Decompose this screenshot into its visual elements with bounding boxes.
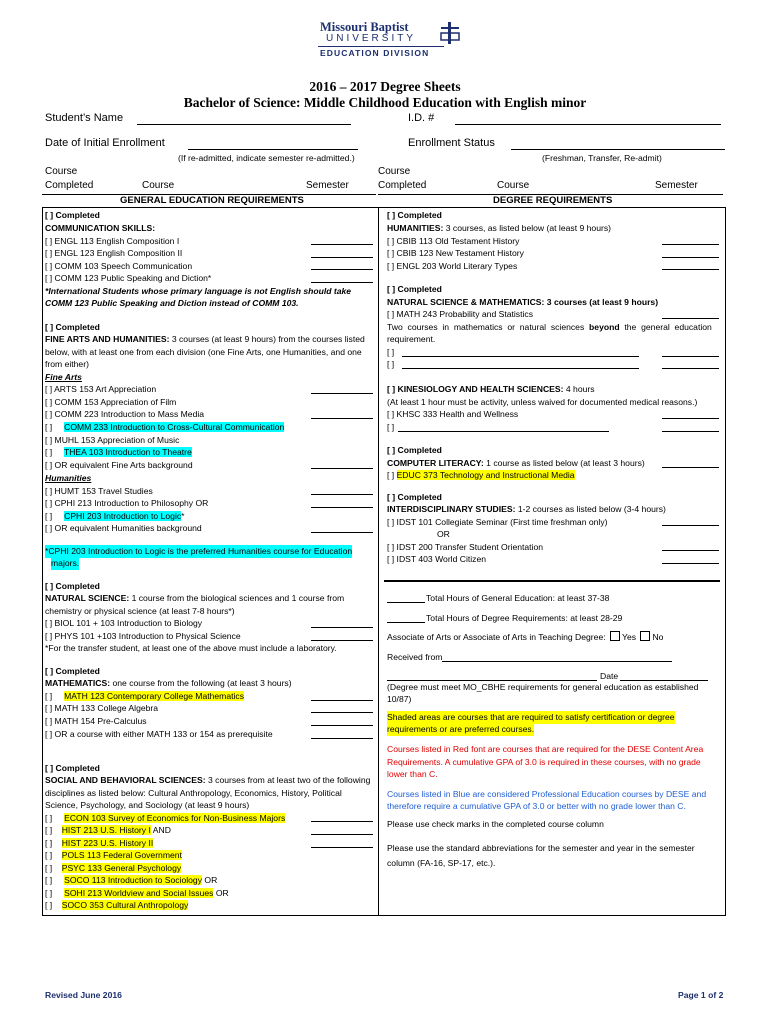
logo-line3: EDUCATION DIVISION	[320, 48, 430, 58]
student-name-label: Student’s Name	[45, 112, 124, 124]
hum-item[interactable]: [ ] HUMT 153 Travel Studies	[45, 486, 153, 496]
ss-item-label: SOHI 213 Worldview and Social Issues	[64, 888, 214, 898]
shaded-note: requirements or are preferred courses.	[387, 724, 535, 734]
ss-item-label: SOCO 113 Introduction to Sociology	[64, 875, 203, 885]
math-item[interactable]: [ ] OR a course with either MATH 133 or 154 as prerequisite	[45, 729, 273, 739]
left-semester-label: Semester	[306, 180, 349, 191]
nsm-item[interactable]: [ ] MATH 243 Probability and Statistics	[387, 309, 533, 319]
ss-item[interactable]: [ ] PSYC 133 General Psychology	[45, 863, 182, 873]
hum-item-label: CPHI 203 Introduction to Logic	[64, 511, 182, 521]
ss-item-label: PSYC 133 General Psychology	[61, 863, 182, 873]
nsm-completed[interactable]: [ ] Completed	[387, 284, 442, 294]
kin-item[interactable]: [ ]	[387, 422, 395, 432]
right-completed-label: Completed	[378, 180, 427, 191]
yes-label: Yes	[622, 632, 637, 642]
ids-desc: 1-2 courses as listed below (3-4 hours)	[515, 504, 666, 514]
abbrev-note: Please use the standard abbreviations for the semester and year in the semester	[387, 843, 695, 853]
semester-field[interactable]	[311, 507, 373, 508]
semester-field[interactable]	[662, 563, 719, 564]
ids-item[interactable]: [ ] IDST 101 Collegiate Seminar (First time freshman only)	[387, 517, 608, 527]
semester-field[interactable]	[662, 525, 719, 526]
logic-note: *CPHI 203 Introduction to Logic is the preferred Humanities course for Education	[45, 546, 353, 556]
shaded-note: Shaded areas are courses that are required to satisfy certification or degree	[387, 712, 675, 722]
fa-item-label: COMM 233 Introduction to Cross-Cultural Communication	[64, 422, 285, 432]
associate-label: Associate of Arts or Associate of Arts in Teaching Degree:	[387, 632, 606, 642]
ss-item[interactable]: [ ] ECON 103 Survey of Economics for Non-Business Majors	[45, 813, 286, 823]
course-field[interactable]	[402, 356, 639, 357]
semester-field[interactable]	[311, 738, 373, 739]
cl-item-label: EDUC 373 Technology and Instructional Media	[396, 470, 575, 480]
ss-desc: 3 courses from at least two of the following	[205, 775, 371, 785]
revised-footer: Revised June 2016	[45, 990, 122, 1000]
hum-item[interactable]: [ ] ENGL 203 World Literary Types	[387, 261, 518, 271]
ss-desc-line2: disciplines as listed below: Cultural Anthropology, Economics, History, Political	[45, 788, 342, 798]
semester-field[interactable]	[311, 244, 373, 245]
cl-completed[interactable]: [ ] Completed	[387, 445, 442, 455]
math-completed[interactable]: [ ] Completed	[45, 666, 100, 676]
red-note: Requirements. A cumulative GPA of 3.0 is required in these courses, with no grade	[387, 757, 701, 767]
blue-note: Courses listed in Blue are considered Professional Education courses by DESE and	[387, 789, 707, 799]
ids-title: INTERDISCIPLINARY STUDIES:	[387, 504, 516, 514]
degree-req-heading: DEGREE REQUIREMENTS	[493, 195, 613, 206]
humanities-heading: Humanities	[45, 473, 92, 483]
semester-field[interactable]	[311, 640, 373, 641]
date-enroll-field[interactable]	[188, 149, 358, 150]
cl-item[interactable]: [ ] EDUC 373 Technology and Instructional Media	[387, 470, 575, 480]
hum-item[interactable]: [ ] CPHI 213 Introduction to Philosophy OR	[45, 498, 209, 508]
semester-field[interactable]	[662, 356, 719, 357]
fa-desc: 3 courses (at least 9 hours) from the courses listed	[169, 334, 365, 344]
semester-field[interactable]	[662, 368, 719, 369]
received-field[interactable]	[442, 661, 672, 662]
kin-title-line	[387, 383, 595, 396]
red-note: lower than C.	[387, 769, 438, 779]
semester-field[interactable]	[311, 532, 373, 533]
comm-note: COMM 123 Public Speaking and Diction instead of COMM 103.	[45, 298, 299, 308]
fa-item-highlight[interactable]: [ ] THEA 103 Introduction to Theatre	[45, 447, 192, 457]
semester-field[interactable]	[662, 269, 719, 270]
fa-desc-line2: below, with at least one from each division (one Fine Arts, one Humanities, and one	[45, 347, 362, 357]
comm-item[interactable]: [ ] ENGL 113 English Composition I	[45, 236, 180, 246]
red-note: Courses listed in Red font are courses that are required for the DESE Content Area	[387, 744, 704, 754]
hum-item[interactable]: [ ] CBIB 113 Old Testament History	[387, 236, 520, 246]
comm-completed[interactable]: [ ] Completed	[45, 210, 100, 220]
readmit-note: (If re-admitted, indicate semester re-admitted.)	[178, 153, 355, 163]
ns-desc-line2: chemistry or physical science (at least 7-8 hours*)	[45, 606, 235, 616]
ns-item[interactable]: [ ] PHYS 101 +103 Introduction to Physical Science	[45, 631, 241, 641]
comm-item[interactable]: [ ] COMM 103 Speech Communication	[45, 261, 193, 271]
logic-note: majors.	[51, 558, 80, 568]
status-note: (Freshman, Transfer, Re-admit)	[542, 153, 662, 163]
date-enroll-label: Date of Initial Enrollment	[45, 137, 165, 149]
hum-completed[interactable]: [ ] Completed	[387, 210, 442, 220]
ns-title: NATURAL SCIENCE:	[45, 593, 130, 603]
ss-or: OR	[202, 875, 218, 885]
semester-field[interactable]	[311, 282, 373, 283]
date-label: Date	[600, 671, 619, 681]
ids-completed[interactable]: [ ] Completed	[387, 492, 442, 502]
hum-desc-line	[387, 222, 611, 235]
total-gen-label: Total Hours of General Education: at least 37-38	[426, 593, 610, 603]
kin-item[interactable]: [ ] KHSC 333 Health and Wellness	[387, 409, 519, 419]
id-label: I.D. #	[408, 112, 435, 124]
student-name-field[interactable]	[137, 124, 351, 125]
ss-item[interactable]: [ ] POLS 113 Federal Government	[45, 850, 182, 860]
ss-item[interactable]: [ ] SOHI 213 Worldview and Social Issues OR	[45, 888, 229, 898]
abbrev-note: column (FA-16, SP-17, etc.).	[387, 858, 496, 868]
math-item-highlight[interactable]: [ ] MATH 123 Contemporary College Mathematics	[45, 691, 245, 701]
check-note: Please use check marks in the completed course column	[387, 819, 604, 829]
ss-item-label: POLS 113 Federal Government	[61, 850, 182, 860]
associate-line	[387, 631, 663, 644]
semester-field[interactable]	[311, 418, 373, 419]
fa-title: FINE ARTS AND HUMANITIES:	[45, 334, 170, 344]
right-semester-label: Semester	[655, 180, 698, 191]
id-field[interactable]	[455, 124, 721, 125]
comm-item[interactable]: [ ] ENGL 123 English Composition II	[45, 248, 183, 258]
course-field[interactable]	[402, 368, 639, 369]
semester-field[interactable]	[662, 418, 719, 419]
semester-field[interactable]	[311, 269, 373, 270]
page-subtitle: Bachelor of Science: Middle Childhood Education with English minor	[183, 95, 587, 110]
left-completed-label: Completed	[45, 180, 94, 191]
kin-title: [ ] KINESIOLOGY AND HEALTH SCIENCES:	[387, 384, 564, 394]
fa-desc-line3: from either)	[45, 359, 89, 369]
ns-desc: 1 course from the biological sciences and 1 course from	[129, 593, 345, 603]
mocbhe-note: (Degree must meet MO_CBHE requirements for general education as established	[387, 682, 699, 692]
ss-or: OR	[213, 888, 229, 898]
total-gen-field[interactable]	[387, 602, 425, 603]
page-title: 2016 – 2017 Degree Sheets	[309, 79, 461, 94]
logo-line2: UNIVERSITY	[326, 33, 417, 44]
ss-item-label: HIST 223 U.S. History II	[61, 838, 154, 848]
page-number: Page 1 of 2	[678, 990, 724, 1000]
semester-field[interactable]	[311, 494, 373, 495]
comm-note: *International Students whose primary language is not English should take	[45, 286, 352, 296]
ns-desc-line1	[45, 592, 344, 605]
ss-item-label: HIST 213 U.S. History I	[61, 825, 151, 835]
math-item[interactable]: [ ] MATH 154 Pre-Calculus	[45, 716, 147, 726]
ids-or: OR	[437, 529, 450, 539]
totals-rule	[384, 580, 720, 582]
fa-item-highlight[interactable]: [ ] COMM 233 Introduction to Cross-Cultural Communication	[45, 422, 285, 432]
nsm-blank-item[interactable]: [ ]	[387, 347, 395, 357]
ns-item[interactable]: [ ] BIOL 101 + 103 Introduction to Biology	[45, 618, 203, 628]
logo-divider	[318, 46, 444, 47]
left-course-label: Course	[45, 166, 78, 177]
nsm-desc-line1: Two courses in mathematics or natural sciences beyond the general education	[387, 322, 712, 332]
semester-field[interactable]	[662, 431, 719, 432]
semester-field[interactable]	[311, 712, 373, 713]
semester-field[interactable]	[662, 244, 719, 245]
fine-arts-heading: Fine Arts	[45, 372, 82, 382]
ss-and: AND	[150, 825, 171, 835]
cl-desc-line	[387, 457, 645, 470]
fa-item[interactable]: [ ] MUHL 153 Appreciation of Music	[45, 435, 180, 445]
ss-desc-line1	[45, 774, 370, 787]
hum-item[interactable]: [ ] CBIB 123 New Testament History	[387, 248, 524, 258]
kin-hours: 4 hours	[563, 384, 595, 394]
ss-desc-line3: Science, Psychology, and Sociology (at least 9 hours)	[45, 800, 250, 810]
ss-item[interactable]: [ ] SOCO 113 Introduction to Sociology OR	[45, 875, 218, 885]
ids-item[interactable]: [ ] IDST 403 World Citizen	[387, 554, 487, 564]
nsm-blank-item[interactable]: [ ]	[387, 359, 395, 369]
hum-item[interactable]: [ ] OR equivalent Humanities background	[45, 523, 202, 533]
left-course2-label: Course	[142, 180, 175, 191]
ns-note: *For the transfer student, at least one of the above must include a laboratory.	[45, 643, 337, 653]
ns-completed[interactable]: [ ] Completed	[45, 581, 100, 591]
hum-desc: 3 courses, as listed below (at least 9 hours)	[443, 223, 612, 233]
fa-item[interactable]: [ ] COMM 153 Appreciation of Film	[45, 397, 177, 407]
ss-completed[interactable]: [ ] Completed	[45, 763, 100, 773]
ids-item[interactable]: [ ] IDST 200 Transfer Student Orientation	[387, 542, 544, 552]
semester-field[interactable]	[311, 834, 373, 835]
university-logo	[318, 20, 462, 60]
gen-ed-heading: GENERAL EDUCATION REQUIREMENTS	[120, 195, 304, 206]
semester-field[interactable]	[311, 821, 373, 822]
enroll-status-field[interactable]	[511, 149, 725, 150]
math-desc-line	[45, 677, 292, 690]
hum-title: HUMANITIES:	[387, 223, 444, 233]
semester-field[interactable]	[662, 318, 719, 319]
right-course2-label: Course	[497, 180, 530, 191]
fa-completed[interactable]: [ ] Completed	[45, 322, 100, 332]
nsm-desc-line2: requirement.	[387, 334, 436, 344]
course-field[interactable]	[398, 431, 609, 432]
semester-field[interactable]	[311, 725, 373, 726]
semester-field[interactable]	[311, 627, 373, 628]
yes-checkbox[interactable]	[610, 631, 620, 641]
ss-item[interactable]: [ ] HIST 213 U.S. History I AND	[45, 825, 171, 835]
ss-title: SOCIAL AND BEHAVIORAL SCIENCES:	[45, 775, 206, 785]
semester-field[interactable]	[662, 550, 719, 551]
received-label: Received from	[387, 652, 443, 662]
semester-field[interactable]	[311, 847, 373, 848]
no-checkbox[interactable]	[640, 631, 650, 641]
math-title: MATHEMATICS:	[45, 678, 111, 688]
fa-desc-line1	[45, 333, 365, 346]
nsm-title: NATURAL SCIENCE & MATHEMATICS: 3 courses (at least 9 hours)	[387, 297, 659, 307]
no-label: No	[652, 632, 664, 642]
kin-desc: (At least 1 hour must be activity, unless waived for documented medical reasons.)	[387, 397, 698, 407]
enroll-status-label: Enrollment Status	[408, 137, 495, 149]
total-deg-label: Total Hours of Degree Requirements: at least 28-29	[426, 613, 623, 623]
comm-title: COMMUNICATION SKILLS:	[45, 223, 156, 233]
logo-line1: Missouri Baptist	[320, 20, 409, 34]
semester-field[interactable]	[662, 467, 719, 468]
semester-field[interactable]	[311, 700, 373, 701]
ss-item[interactable]: [ ] HIST 223 U.S. History II	[45, 838, 154, 848]
total-deg-field[interactable]	[387, 622, 425, 623]
math-item-label: MATH 123 Contemporary College Mathematics	[64, 691, 245, 701]
fa-item[interactable]: [ ] COMM 223 Introduction to Mass Media	[45, 409, 205, 419]
ss-item-label: SOCO 353 Cultural Anthropology	[61, 900, 189, 910]
fa-item-label: THEA 103 Introduction to Theatre	[63, 447, 192, 457]
logo-emblem-icon	[438, 22, 462, 44]
semester-field[interactable]	[311, 257, 373, 258]
ss-item[interactable]: [ ] SOCO 353 Cultural Anthropology	[45, 900, 189, 910]
semester-field[interactable]	[311, 468, 373, 469]
comm-item[interactable]: [ ] COMM 123 Public Speaking and Diction*	[45, 273, 212, 283]
ss-item-label: ECON 103 Survey of Economics for Non-Business Majors	[64, 813, 286, 823]
cl-desc: 1 course as listed below (at least 3 hours)	[483, 458, 645, 468]
semester-field[interactable]	[662, 257, 719, 258]
blue-note: therefore require a cumulative GPA of 3.0 or better with no grade lower than C.	[387, 801, 686, 811]
fa-item[interactable]: [ ] ARTS 153 Art Appreciation	[45, 384, 157, 394]
mocbhe-note: 10/87)	[387, 694, 412, 704]
cl-title: COMPUTER LITERACY:	[387, 458, 484, 468]
right-course-label: Course	[378, 166, 411, 177]
ids-desc-line	[387, 503, 666, 516]
math-desc: one course from the following (at least 3 hours)	[110, 678, 292, 688]
math-item[interactable]: [ ] MATH 133 College Algebra	[45, 703, 159, 713]
semester-field[interactable]	[311, 393, 373, 394]
fa-item[interactable]: [ ] OR equivalent Fine Arts background	[45, 460, 193, 470]
hum-item-highlight[interactable]: [ ] CPHI 203 Introduction to Logic*	[45, 511, 185, 521]
